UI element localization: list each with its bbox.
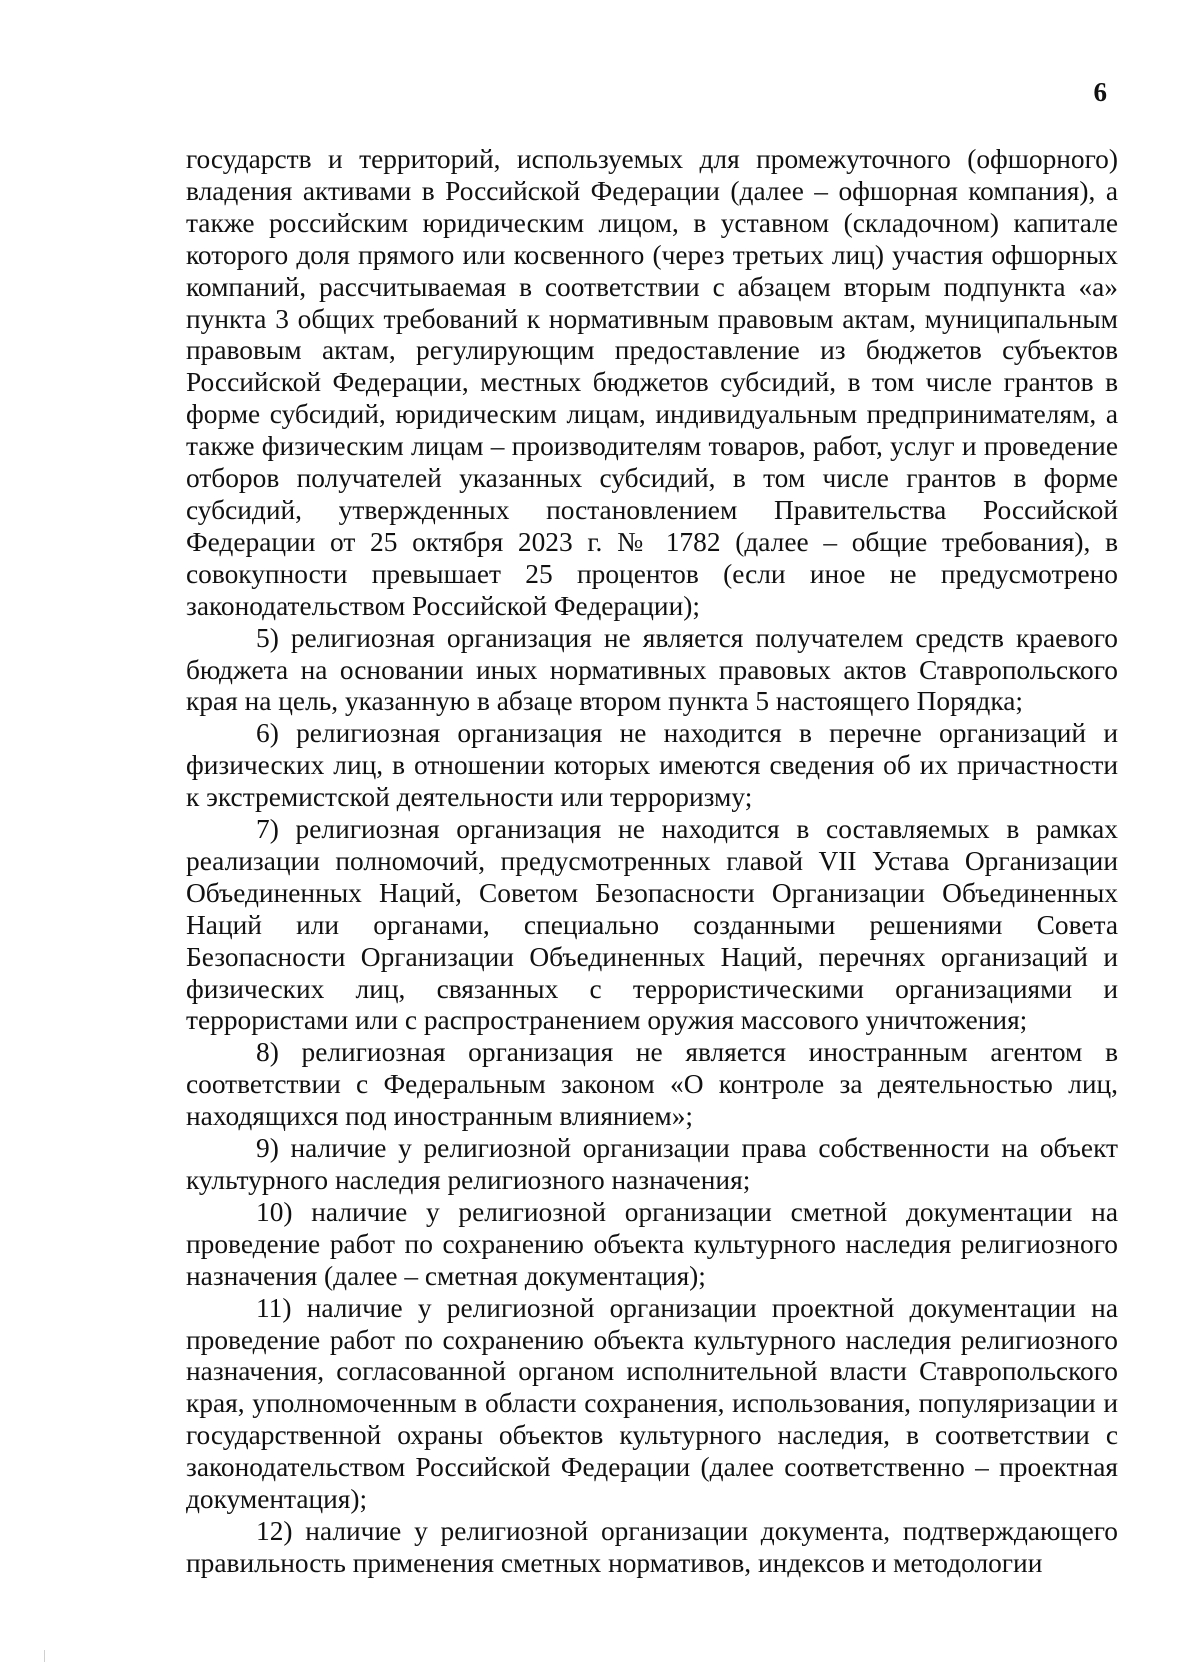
paragraph-continuation: государств и территорий, используемых для промежуточного (офшорного) владения активами в Российской Федерации (далее – офшорная компания), а также российским юридическим лицом, в уставном (складочном) капитале которого доля прямого или косвенного (через третьих лиц) участия офшорных компаний, рассчитываемая в соответствии с абзацем вторым подпункта «а» пункта 3 общих требований к нормативным правовым актам, муниципальным правовым актам, регулирующим предоставление из бюджетов субъектов Российской Федерации, местных бюджетов субсидий, в том числе грантов в форме субсидий, юридическим лицам, индивидуальным предпринимателям, а также физическим лицам – производителям товаров, работ, услуг и проведение отборов получателей указанных субсидий, в том числе грантов в форме субсидий, утвержденных постановлением Правительства Российской Федерации от 25 октября 2023 г. № 1782 (далее – общие требования), в совокупности превышает 25 процентов (если иное не предусмотрено законодательством Российской Федерации); <box>186 144 1118 621</box>
paragraph-item-9: 9) наличие у религиозной организации права собственности на объект культурного наследия религиозного назначения; <box>186 1133 1118 1195</box>
paragraph-item-5: 5) религиозная организация не является получателем средств краевого бюджета на основании иных нормативных правовых актов Ставропольского края на цель, указанную в абзаце втором пункта 5 настоящего Порядка; <box>186 622 1118 717</box>
page-number: 6 <box>1093 77 1107 107</box>
paragraph-item-7: 7) религиозная организация не находится в составляемых в рамках реализации полномочий, предусмотренных главой VII Устава Организации Объединенных Наций, Советом Безопасности Организации Объединенных Наций или органами, специально созданными решениями Совета Безопасности Организации Объединенных Наций, перечнях организаций и физических лиц, связанных с террористическими организациями и террористами или с распространением оружия массового уничтожения; <box>186 814 1118 1036</box>
paragraph-item-11: 11) наличие у религиозной организации проектной документации на проведение работ по сохранению объекта культурного наследия религиозного назначения, согласованной органом исполнительной власти Ставропольского края, уполномоченным в области сохранения, использования, популяризации и государственной охраны объектов культурного наследия, в соответствии с законодательством Российской Федерации (далее соответственно – проектная документация); <box>186 1292 1118 1515</box>
document-body <box>186 144 1118 1580</box>
paragraph-item-12: 12) наличие у религиозной организации документа, подтверждающего правильность применения сметных нормативов, индексов и методологии <box>186 1515 1118 1578</box>
paragraph-item-6: 6) религиозная организация не находится в перечне организаций и физических лиц, в отношении которых имеются сведения об их причастности к экстремистской деятельности или терроризму; <box>186 718 1118 813</box>
paragraph-item-8: 8) религиозная организация не является иностранным агентом в соответствии с Федеральным законом «О контроле за деятельностью лиц, находящихся под иностранным влиянием»; <box>186 1037 1118 1132</box>
scan-artifact-mark <box>44 1650 45 1662</box>
paragraph-item-10: 10) наличие у религиозной организации сметной документации на проведение работ по сохранению объекта культурного наследия религиозного назначения (далее – сметная документация); <box>186 1196 1118 1291</box>
